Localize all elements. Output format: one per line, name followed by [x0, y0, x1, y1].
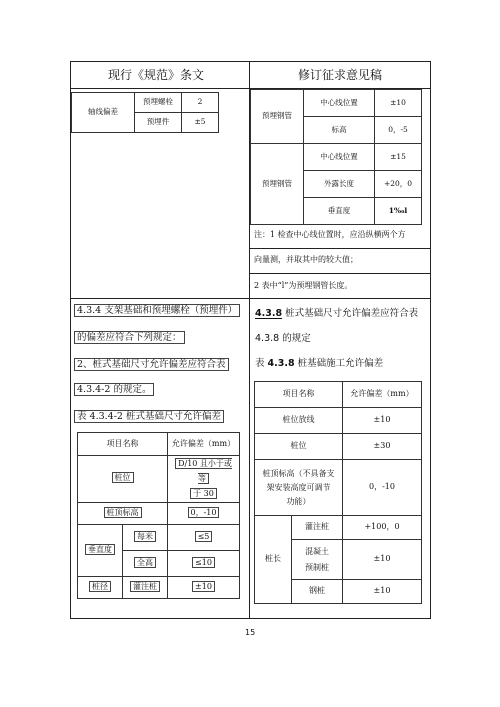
right-column-title: 修订征求意见稿	[298, 68, 383, 82]
frame-top	[70, 61, 431, 62]
embedded-pipe-group-2: 预埋钢管	[251, 144, 304, 225]
section-divider	[70, 298, 431, 299]
pipe2-vertical-value: 1‰l	[375, 198, 422, 225]
pile-foundation-table-right	[254, 381, 422, 604]
right-table-header-value: 允许偏差（mm）	[343, 382, 422, 408]
left-table-caption: 表 4.3.4-2 桩式基础尺寸允许偏差	[74, 412, 224, 422]
layout-line-value: ±10	[343, 408, 422, 434]
pile-length-label: 桩长	[255, 516, 292, 604]
top-right-table	[250, 89, 422, 225]
note-line-1: 注：1 检查中心线位置时，应沿纵横两个方	[254, 230, 406, 239]
layout-line-item: 桩位放线	[255, 408, 343, 434]
pipe1-elevation-item: 标高	[304, 117, 375, 144]
verticality-per-meter-value: ≤5	[168, 524, 240, 550]
pile-top-value: 0，-10	[168, 502, 240, 524]
note-line-3: 2 表中“l”为预埋钢管长度。	[254, 281, 353, 290]
right-table-caption: 表 4.3.8 桩基础施工允许偏差	[255, 358, 384, 369]
frame-bottom	[70, 618, 431, 619]
pipe2-center-item: 中心线位置	[304, 144, 375, 171]
left-table-header-value: 允许偏差（mm）	[168, 433, 240, 456]
page-number: 15	[245, 628, 256, 637]
precast-pile-value: ±10	[343, 540, 422, 580]
axis-deviation-label: 轴线偏差	[72, 93, 135, 133]
right-clause-line-2: 4.3.8 的规定	[255, 333, 311, 344]
pile-top-elevation-item: 桩顶标高（不具备支 架安装高度可调节 功能）	[255, 460, 343, 516]
frame-left	[70, 61, 71, 619]
cast-pile-item: 灌注桩	[292, 516, 343, 540]
embedded-bolt-item: 预埋螺栓	[135, 93, 182, 113]
pile-foundation-table-left	[77, 432, 240, 599]
embedded-part-item: 预埋件	[135, 113, 182, 133]
embedded-bolt-value: 2	[182, 93, 219, 113]
pile-diameter-item: 灌注桩	[123, 576, 168, 598]
pipe1-elevation-value: 0，-5	[375, 117, 422, 144]
frame-right	[430, 61, 431, 619]
pile-diameter-label: 桩径	[78, 576, 123, 598]
cast-pile-value: +100，0	[343, 516, 422, 540]
note-line-2: 向量测，并取其中的较大值；	[254, 255, 358, 264]
steel-pile-item: 钢桩	[292, 580, 343, 604]
verticality-per-meter-item: 每米	[123, 524, 168, 550]
left-column-title: 现行《规范》条文	[108, 68, 205, 82]
verticality-full-item: 全高	[123, 550, 168, 576]
pile-diameter-value: ±10	[168, 576, 240, 598]
pile-top-elevation-value: 0，-10	[343, 460, 422, 516]
pipe2-vertical-item: 垂直度	[304, 198, 375, 225]
pipe1-center-item: 中心线位置	[304, 90, 375, 117]
steel-pile-value: ±10	[343, 580, 422, 604]
pipe2-exposed-item: 外露长度	[304, 171, 375, 198]
verticality-full-value: ≤10	[168, 550, 240, 576]
embedded-part-value: ±5	[182, 113, 219, 133]
top-left-table	[71, 92, 219, 133]
left-clause-line-4: 4.3.4-2 的规定。	[74, 385, 154, 395]
left-clause-line-1: 4.3.4 支架基础和预埋螺栓（预埋件）	[74, 306, 240, 316]
verticality-label: 垂直度	[78, 524, 123, 576]
left-clause-line-3: 2、桩式基础尺寸允许偏差应符合表	[74, 360, 229, 370]
right-table-header-item: 项目名称	[255, 382, 343, 408]
pipe1-center-value: ±10	[375, 90, 422, 117]
notes-divider-2	[250, 273, 430, 274]
precast-pile-item: 混凝土 预制桩	[292, 540, 343, 580]
left-table-header-item: 项目名称	[78, 433, 168, 456]
pipe2-exposed-value: +20，0	[375, 171, 422, 198]
pile-position-label: 桩位	[78, 456, 168, 503]
notes-divider-1	[250, 248, 430, 249]
right-clause-line-1: 4.3.8 桩式基础尺寸允许偏差应符合表	[255, 308, 419, 319]
left-clause-line-2: 的偏差应符合下列规定：	[74, 333, 185, 343]
pipe2-center-value: ±15	[375, 144, 422, 171]
pile-position-item: 桩位	[255, 434, 343, 460]
pile-top-label: 桩顶标高	[78, 502, 168, 524]
embedded-pipe-group-1: 预埋钢管	[251, 90, 304, 144]
pile-position-value: D/10 且小于或等 于 30	[168, 456, 240, 503]
pile-position-value-right: ±30	[343, 434, 422, 460]
